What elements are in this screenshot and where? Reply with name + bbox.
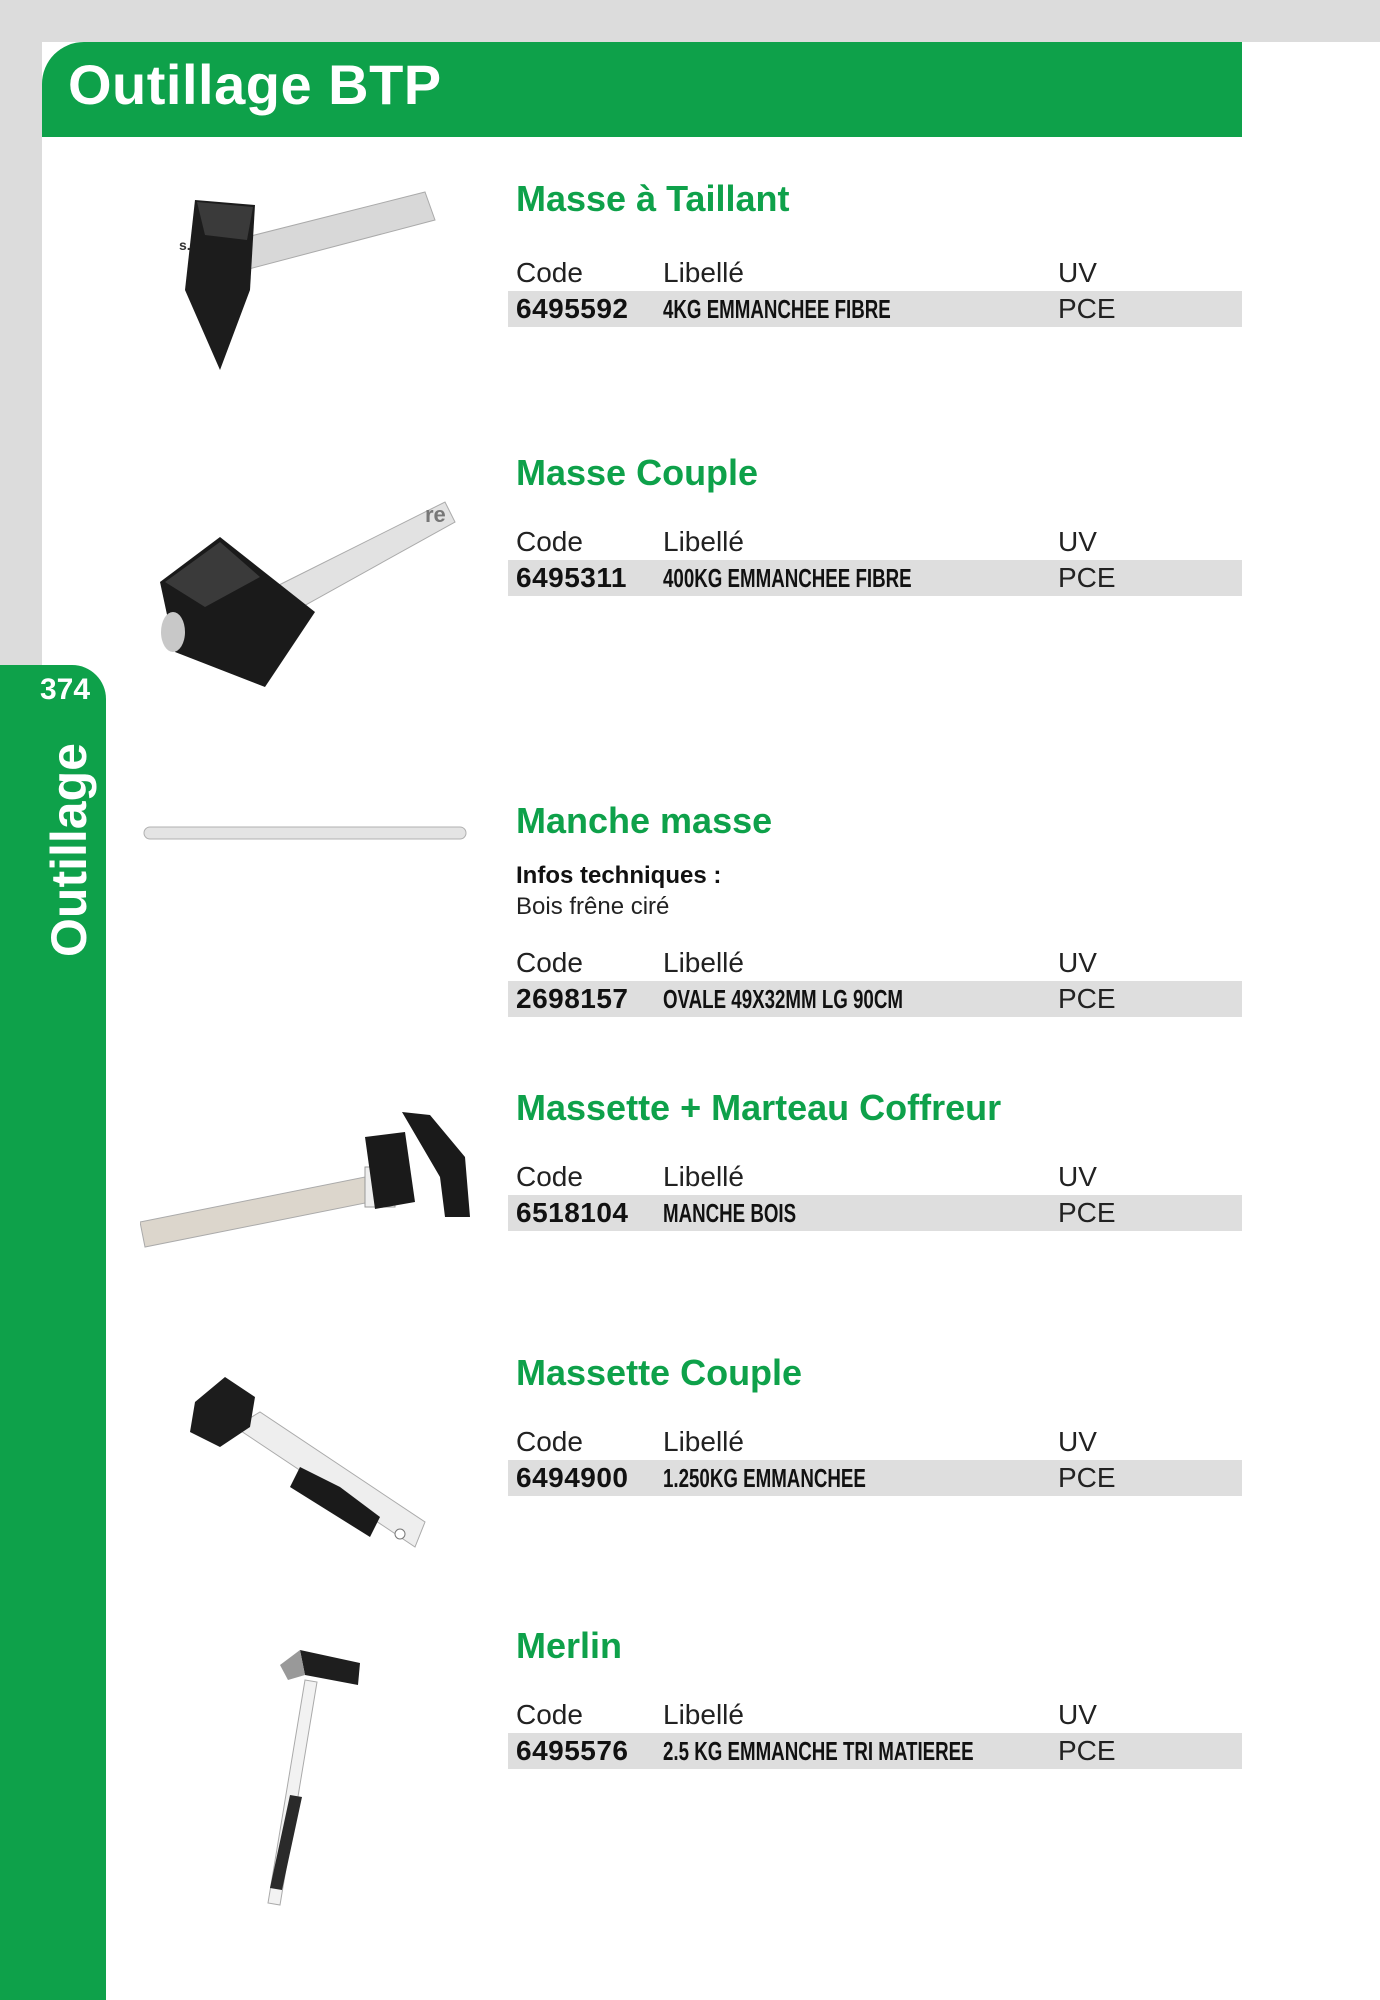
table-header bbox=[508, 255, 1242, 291]
product-uv: PCE bbox=[1058, 1197, 1116, 1228]
masse-couple-hammer-icon bbox=[135, 482, 475, 722]
product-code: 6494900 bbox=[516, 1462, 629, 1493]
table-header bbox=[508, 945, 1242, 981]
header-code: Code bbox=[516, 1699, 583, 1730]
svg-text:re: re bbox=[425, 502, 446, 527]
header-label: Libellé bbox=[663, 1699, 744, 1730]
product-uv: PCE bbox=[1058, 293, 1116, 324]
header-code: Code bbox=[516, 1161, 583, 1192]
product-label: 4KG EMMANCHEE FIBRE bbox=[663, 294, 891, 324]
table-header bbox=[508, 1159, 1242, 1195]
header-label: Libellé bbox=[663, 947, 744, 978]
header-label: Libellé bbox=[663, 257, 744, 288]
left-grey-band bbox=[0, 0, 42, 670]
header-uv: UV bbox=[1058, 257, 1097, 288]
product-label: 400KG EMMANCHEE FIBRE bbox=[663, 563, 912, 593]
product-label: MANCHE BOIS bbox=[663, 1198, 797, 1228]
product-title: Massette Couple bbox=[516, 1352, 803, 1393]
table-row bbox=[508, 291, 1242, 327]
product-code: 6495311 bbox=[516, 562, 627, 593]
table-row bbox=[508, 1460, 1242, 1496]
table-header bbox=[508, 1424, 1242, 1460]
product-label: 1.250KG EMMANCHEE bbox=[663, 1463, 866, 1493]
tech-info-label: Infos techniques : bbox=[516, 862, 722, 889]
header-label: Libellé bbox=[663, 526, 744, 557]
claw-hammer-icon bbox=[140, 1097, 480, 1277]
table-header bbox=[508, 1697, 1242, 1733]
svg-text:s.: s. bbox=[179, 237, 191, 253]
table-row bbox=[508, 1195, 1242, 1231]
header-uv: UV bbox=[1058, 1161, 1097, 1192]
product-code: 6518104 bbox=[516, 1197, 629, 1228]
masse-taillant-hammer-icon bbox=[135, 180, 475, 380]
page-header bbox=[42, 42, 1242, 137]
product-title: Massette + Marteau Coffreur bbox=[516, 1087, 1002, 1128]
product-uv: PCE bbox=[1058, 983, 1116, 1014]
product-label: 2.5 KG EMMANCHE TRI MATIEREE bbox=[663, 1736, 974, 1766]
header-uv: UV bbox=[1058, 947, 1097, 978]
header-code: Code bbox=[516, 947, 583, 978]
product-uv: PCE bbox=[1058, 562, 1116, 593]
section-label: Outillage bbox=[41, 743, 97, 957]
table-row bbox=[508, 981, 1242, 1017]
header-label: Libellé bbox=[663, 1161, 744, 1192]
product-title: Manche masse bbox=[516, 800, 773, 841]
product-uv: PCE bbox=[1058, 1462, 1116, 1493]
product-code: 2698157 bbox=[516, 983, 629, 1014]
wooden-handle-icon bbox=[140, 815, 470, 855]
page-title: Outillage BTP bbox=[68, 53, 442, 116]
header-uv: UV bbox=[1058, 1426, 1097, 1457]
product-code: 6495576 bbox=[516, 1735, 629, 1766]
product-code: 6495592 bbox=[516, 293, 629, 324]
header-code: Code bbox=[516, 526, 583, 557]
header-code: Code bbox=[516, 1426, 583, 1457]
product-label: OVALE 49X32MM LG 90CM bbox=[663, 984, 903, 1014]
table-row bbox=[508, 560, 1242, 596]
top-grey-band bbox=[0, 0, 1380, 42]
tech-info-value: Bois frêne ciré bbox=[516, 893, 670, 920]
product-uv: PCE bbox=[1058, 1735, 1116, 1766]
table-header bbox=[508, 524, 1242, 560]
table-row bbox=[508, 1733, 1242, 1769]
club-hammer-icon bbox=[180, 1372, 440, 1562]
page-number: 374 bbox=[40, 673, 91, 706]
product-title: Merlin bbox=[516, 1625, 623, 1666]
header-uv: UV bbox=[1058, 1699, 1097, 1730]
product-title: Masse Couple bbox=[516, 452, 759, 493]
header-uv: UV bbox=[1058, 526, 1097, 557]
splitting-maul-icon bbox=[230, 1635, 390, 1915]
product-title: Masse à Taillant bbox=[516, 178, 790, 219]
header-label: Libellé bbox=[663, 1426, 744, 1457]
header-code: Code bbox=[516, 257, 583, 288]
